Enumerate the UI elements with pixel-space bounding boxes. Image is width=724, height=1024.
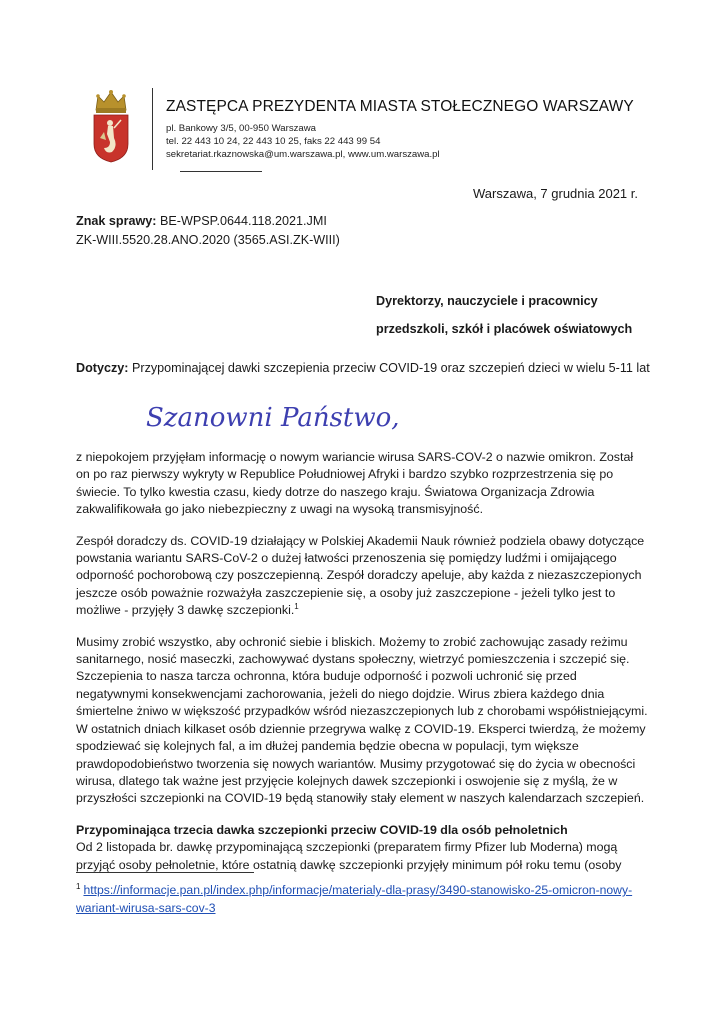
footnote-number: 1 [76,881,81,891]
subject-label: Dotyczy: [76,361,129,375]
footnote-separator [76,872,254,873]
paragraph-4: Od 2 listopada br. dawkę przypominającą szczepionki (preparatem firmy Pfizer lub Moderna) mogą przyjąć osoby pełnoletnie, które ostatnią dawkę szczepionki przyjęły minimum pół roku temu (osoby [76,840,622,872]
footnote [76,881,648,917]
subject-text: Przypominającej dawki szczepienia przeciw COVID-19 oraz szczepień dzieci w wielu 5-11 lat [131,361,650,375]
date-line: Warszawa, 7 grudnia 2021 r. [473,186,638,201]
footnote-reference[interactable]: 1 [294,602,299,612]
office-phones: tel. 22 443 10 24, 22 443 10 25, faks 22 443 99 54 [166,136,381,147]
paragraph-3: Musimy zrobić wszystko, aby ochronić siebie i bliskich. Możemy to zrobić zachowując zasady reżimu sanitarnego, nosić maseczki, zachowywać dystans społeczny, wietrzyć pomieszczenia i szczepić się. Szczepienia to nasza tarcza ochronna, która buduje odporność i pozwoli uchronić się przed negatywnymi konsekwencjami zachorowania, jeżeli do niego dojdzie. Wirus zbiera każdego dnia śmiertelne żniwo w większość przypadków wśród niezaszczepionych lub z chorobami współistniejącymi. W ostatnich dniach kilkaset osób dziennie przegrywa walkę z COVID-19. Eksperci twierdzą, że możemy spodziewać się kolejnych fal, a im dłużej pandemia będzie obecna w populacji, tym większe prawdopodobieństwo tworzenia się nowych wariantów. Musimy przygotować się do życia w obecności wirusa, dlatego tak ważne jest przyjęcie kolejnych dawek szczepionki i oswojenie się z myślą, że w przyszłości szczepionki na COVID-19 będą stanowiły stały element w naszych kalendarzach szczepień. [76,634,648,806]
office-address: pl. Bankowy 3/5, 00-950 Warszawa [166,123,317,134]
letter-body [76,449,648,888]
paragraph-2: Zespół doradczy ds. COVID-19 działający w Polskiej Akademii Nauk również podziela obawy dotyczące powstania wariantu SARS-CoV-2 o dużej łatwości przenoszenia się pomiędzy ludźmi i omijającego odporność pochorobową czy poszczepienną. Zespół doradczy apeluje, aby każda z niezaszczepionych jeszcze osób poważnie rozważyła zaszczepienie się, a osoby już zaszczepione - jeżeli tylko jest to możliwe - przyjęły 3 dawkę szczepionki.$^1$ [76,533,645,618]
greeting-text: Szanowni Państwo, [146,403,400,433]
office-contacts: sekretariat.rkaznowska@um.warszawa.pl, www.um.warszawa.pl [166,149,440,160]
recipients-line-2: przedszkoli, szkół i placówek oświatowych [376,322,633,336]
case-reference [76,212,340,250]
recipients-line-1: Dyrektorzy, nauczyciele i pracownicy [376,294,598,308]
section-heading: Przypominająca trzecia dawka szczepionki przeciw COVID-19 dla osób pełnoletnich [76,822,568,837]
letterhead [166,98,686,161]
paragraph-1: z niepokojem przyjęłam informację o nowym wariancie wirusa SARS-COV-2 o nazwie omikron. Został on po raz pierwszy wykryty w Republice Południowej Afryki i bardzo szybko rozprzestrzenia się po świecie. To tylko kwestia czasu, kiedy dotrze do naszego kraju. Światowa Organizacja Zdrowia zakwalifikowała go jako niebezpieczny z uwagi na wysoką transmisyjność. [76,450,634,517]
organization-name: ZASTĘPCA PREZYDENTA MIASTA STOŁECZNEGO WARSZAWY [166,98,634,115]
subject-line [76,361,666,375]
reference-number-1: BE-WPSP.0644.118.2021.JMI [160,214,327,228]
handwritten-greeting [144,394,414,440]
reference-label: Znak sprawy: [76,214,157,228]
footnote-link[interactable]: https://informacje.pan.pl/index.php/informacje/materialy-dla-prasy/3490-stanowisko-25-omicron-nowy-wariant-wirusa-sars-cov-3 [76,883,633,915]
header-underline [180,171,262,172]
reference-number-2: ZK-WIII.5520.28.ANO.2020 (3565.ASI.ZK-WIII) [76,233,340,247]
recipients-block [376,287,632,343]
header-divider [152,88,153,170]
warsaw-coat-of-arms-logo [88,88,134,164]
